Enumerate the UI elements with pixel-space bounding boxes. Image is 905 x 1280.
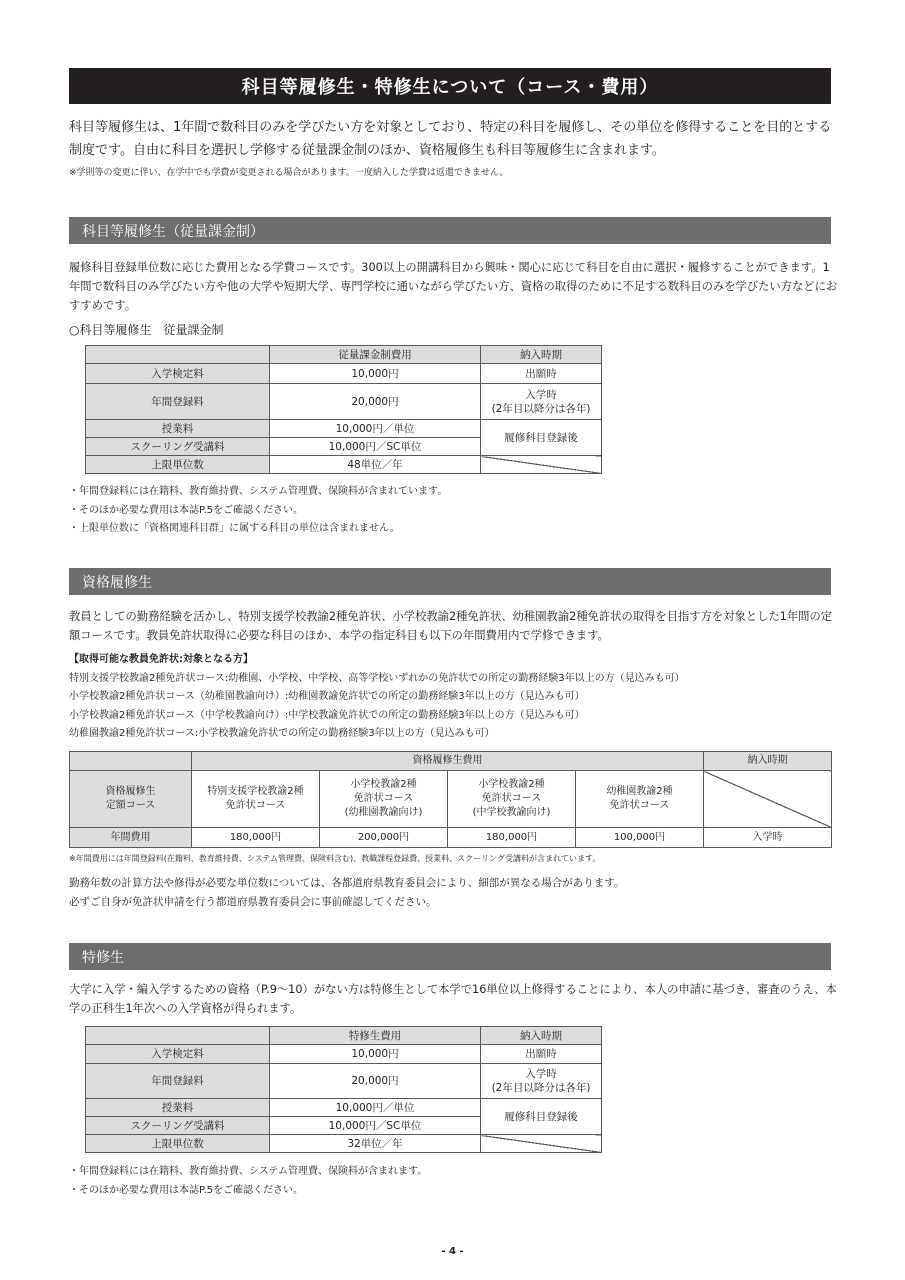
- course-cell: [576, 771, 704, 828]
- table-header: [86, 1027, 270, 1045]
- section1-table-caption: ○科目等履修生 従量課金制: [69, 323, 224, 337]
- course-line: 特別支援学校教諭2種: [207, 786, 304, 797]
- course-line: 小学校教諭2種: [478, 779, 545, 790]
- list-item: ・そのほか必要な費用は本誌P.5をご確認ください。: [69, 1184, 304, 1196]
- row-label: 年間登録料: [86, 384, 270, 420]
- timing-cell: 履修科目登録後: [481, 420, 602, 456]
- label-line: 資格履修生: [105, 786, 156, 797]
- fee-cell: 20,000円: [270, 384, 481, 420]
- timing-cell: 入学時: [704, 828, 832, 848]
- list-item: ・そのほか必要な費用は本誌P.5をご確認ください。: [69, 504, 304, 516]
- course-cell: [320, 771, 448, 828]
- fee-cell: 32単位／年: [270, 1135, 481, 1153]
- list-item: 必ずご自身が免許状申請を行う都道府県教育委員会に事前確認してください。: [69, 896, 437, 908]
- fee-cell: 180,000円: [192, 828, 320, 848]
- table-header: 従量課金制費用: [270, 346, 481, 364]
- fee-cell: 10,000円／単位: [270, 420, 481, 438]
- list-item: 小学校教諭2種免許状コース（幼稚園教諭向け）:幼稚園教諭免許状での所定の勤務経験3年以上の方（見込みも可）: [69, 691, 585, 702]
- table-header: 納入時期: [481, 1027, 602, 1045]
- course-line: 免許状コース: [353, 793, 414, 804]
- section-heading-shikaku: 資格履修生: [69, 568, 831, 595]
- row-label: 入学検定料: [86, 1045, 270, 1064]
- empty-cell: [481, 456, 602, 474]
- timing-cell: 出願時: [481, 364, 602, 384]
- course-cell: [192, 771, 320, 828]
- fee-cell: 10,000円／単位: [270, 1099, 481, 1117]
- table-header: [86, 346, 270, 364]
- table-header: [70, 752, 192, 771]
- page-number: - 4 -: [441, 1246, 464, 1257]
- fee-cell: 10,000円／SC単位: [270, 1117, 481, 1135]
- timing-line: 入学時: [525, 1068, 557, 1080]
- table-header: 納入時期: [704, 752, 832, 771]
- timing-cell: [481, 1064, 602, 1099]
- section2-after: [69, 874, 624, 912]
- timing-line: (2年目以降分は各年): [491, 1082, 591, 1094]
- intro-block: [69, 116, 839, 180]
- course-line: 免許状コース: [225, 800, 286, 811]
- list-item: 勤務年数の計算方法や修得が必要な単位数については、各都道府県教育委員会により、細部が異なる場合があります。: [69, 877, 625, 889]
- page-title: 科目等履修生・特修生について（コース・費用）: [69, 68, 831, 104]
- fee-cell: 48単位／年: [270, 456, 481, 474]
- list-item: ・年間登録料には在籍料、教育維持費、システム管理費、保険料が含まれています。: [69, 486, 448, 497]
- list-item: ・上限単位数に「資格関連科目群」に属する科目の単位は含まれません。: [69, 523, 400, 534]
- timing-cell: 出願時: [481, 1045, 602, 1064]
- empty-cell: [704, 771, 832, 828]
- fee-cell: 180,000円: [448, 828, 576, 848]
- course-line: (中学校教諭向け): [472, 807, 551, 818]
- row-label: スクーリング受講料: [86, 438, 270, 456]
- course-line: (幼稚園教諭向け): [344, 807, 423, 818]
- row-label: [70, 771, 192, 828]
- row-label: 授業料: [86, 1099, 270, 1117]
- fee-cell: 100,000円: [576, 828, 704, 848]
- table-header: 特修生費用: [270, 1027, 481, 1045]
- section3-text: 大学に入学・編入学するための資格（P.9〜10）がない方は特修生として本学で16単位以上修得することにより、本人の申請に基づき、審査のうえ、本学の正科生1年次への入学資格が得られます。: [69, 983, 837, 1015]
- license-list: [69, 651, 849, 744]
- fee-cell: 200,000円: [320, 828, 448, 848]
- fee-cell: 10,000円／SC単位: [270, 438, 481, 456]
- row-label: スクーリング受講料: [86, 1117, 270, 1135]
- row-label: 上限単位数: [86, 1135, 270, 1153]
- section2-table-note: ※年間費用には年間登録料(在籍料、教育維持費、システム管理費、保険料含む)、教職課程登録費、授業料、スクーリング受講料が含まれています。: [69, 854, 601, 863]
- section2-text: 教員としての勤務経験を活かし、特別支援学校教諭2種免許状、小学校教諭2種免許状、幼稚園教諭2種免許状の取得を目指す方を対象とした1年間の定額コースです。教員免許状取得に必要な科目のほか、本学の指定科目も以下の年間費用内で学修できます。: [69, 610, 833, 642]
- fee-cell: 10,000円: [270, 364, 481, 384]
- section1-notes: [69, 483, 447, 539]
- fee-cell: 20,000円: [270, 1064, 481, 1099]
- course-cell: [448, 771, 576, 828]
- timing-line: 入学時: [525, 388, 557, 401]
- course-line: 免許状コース: [609, 800, 670, 811]
- row-label: 年間費用: [70, 828, 192, 848]
- section1-text: 履修科目登録単位数に応じた費用となる学費コースです。300以上の開講科目から興味・関心に応じて科目を自由に選択・履修することができます。1年間で数科目のみ学びたい方や他の大学や短期大学、専門学校に通いながら学びたい方、資格の取得のために不足する数科目のみを学びたい方などにおすすめです。: [69, 261, 838, 312]
- timing-cell: [481, 384, 602, 420]
- empty-cell: [481, 1135, 602, 1153]
- label-line: 定額コース: [105, 800, 156, 811]
- fee-cell: 10,000円: [270, 1045, 481, 1064]
- course-line: 小学校教諭2種: [350, 779, 417, 790]
- intro-note: ※学則等の変更に伴い、在学中でも学費が変更される場合があります。一度納入した学費は返還できません。: [69, 168, 509, 178]
- course-line: 免許状コース: [481, 793, 542, 804]
- row-label: 年間登録料: [86, 1064, 270, 1099]
- intro-text: 科目等履修生は、1年間で数科目のみを学びたい方を対象としており、特定の科目を履修し、その単位を修得することを目的とする制度です。自由に科目を選択し学修する従量課金制のほか、資格履修生も科目等履修生に含まれます。: [69, 120, 832, 158]
- table-header: 納入時期: [481, 346, 602, 364]
- list-item: 幼稚園教諭2種免許状コース:小学校教諭免許状での所定の勤務経験3年以上の方（見込みも可）: [69, 728, 495, 739]
- table-header: 資格履修生費用: [192, 752, 704, 771]
- list-item: ・年間登録料には在籍料、教育維持費、システム管理費、保険料が含まれます。: [69, 1166, 428, 1177]
- section-heading-jyuryo: 科目等履修生（従量課金制）: [69, 217, 831, 244]
- section3-notes: [69, 1163, 427, 1200]
- license-subheading: 【取得可能な教員免許状:対象となる方】: [69, 654, 253, 665]
- row-label: 上限単位数: [86, 456, 270, 474]
- timing-line: (2年目以降分は各年): [491, 402, 591, 415]
- shikaku-fee-table: [69, 751, 832, 848]
- tokushu-fee-table: [85, 1026, 602, 1153]
- course-line: 幼稚園教諭2種: [606, 786, 673, 797]
- row-label: 入学検定料: [86, 364, 270, 384]
- list-item: 特別支援学校教諭2種免許状コース:幼稚園、小学校、中学校、高等学校いずれかの免許状での所定の勤務経験3年以上の方（見込みも可）: [69, 672, 685, 684]
- row-label: 授業料: [86, 420, 270, 438]
- list-item: 小学校教諭2種免許状コース（中学校教諭向け）:中学校教諭免許状での所定の勤務経験3年以上の方（見込みも可）: [69, 709, 585, 721]
- timing-cell: 履修科目登録後: [481, 1099, 602, 1135]
- section-heading-tokushu: 特修生: [69, 943, 831, 970]
- jyuryo-fee-table: [85, 345, 602, 474]
